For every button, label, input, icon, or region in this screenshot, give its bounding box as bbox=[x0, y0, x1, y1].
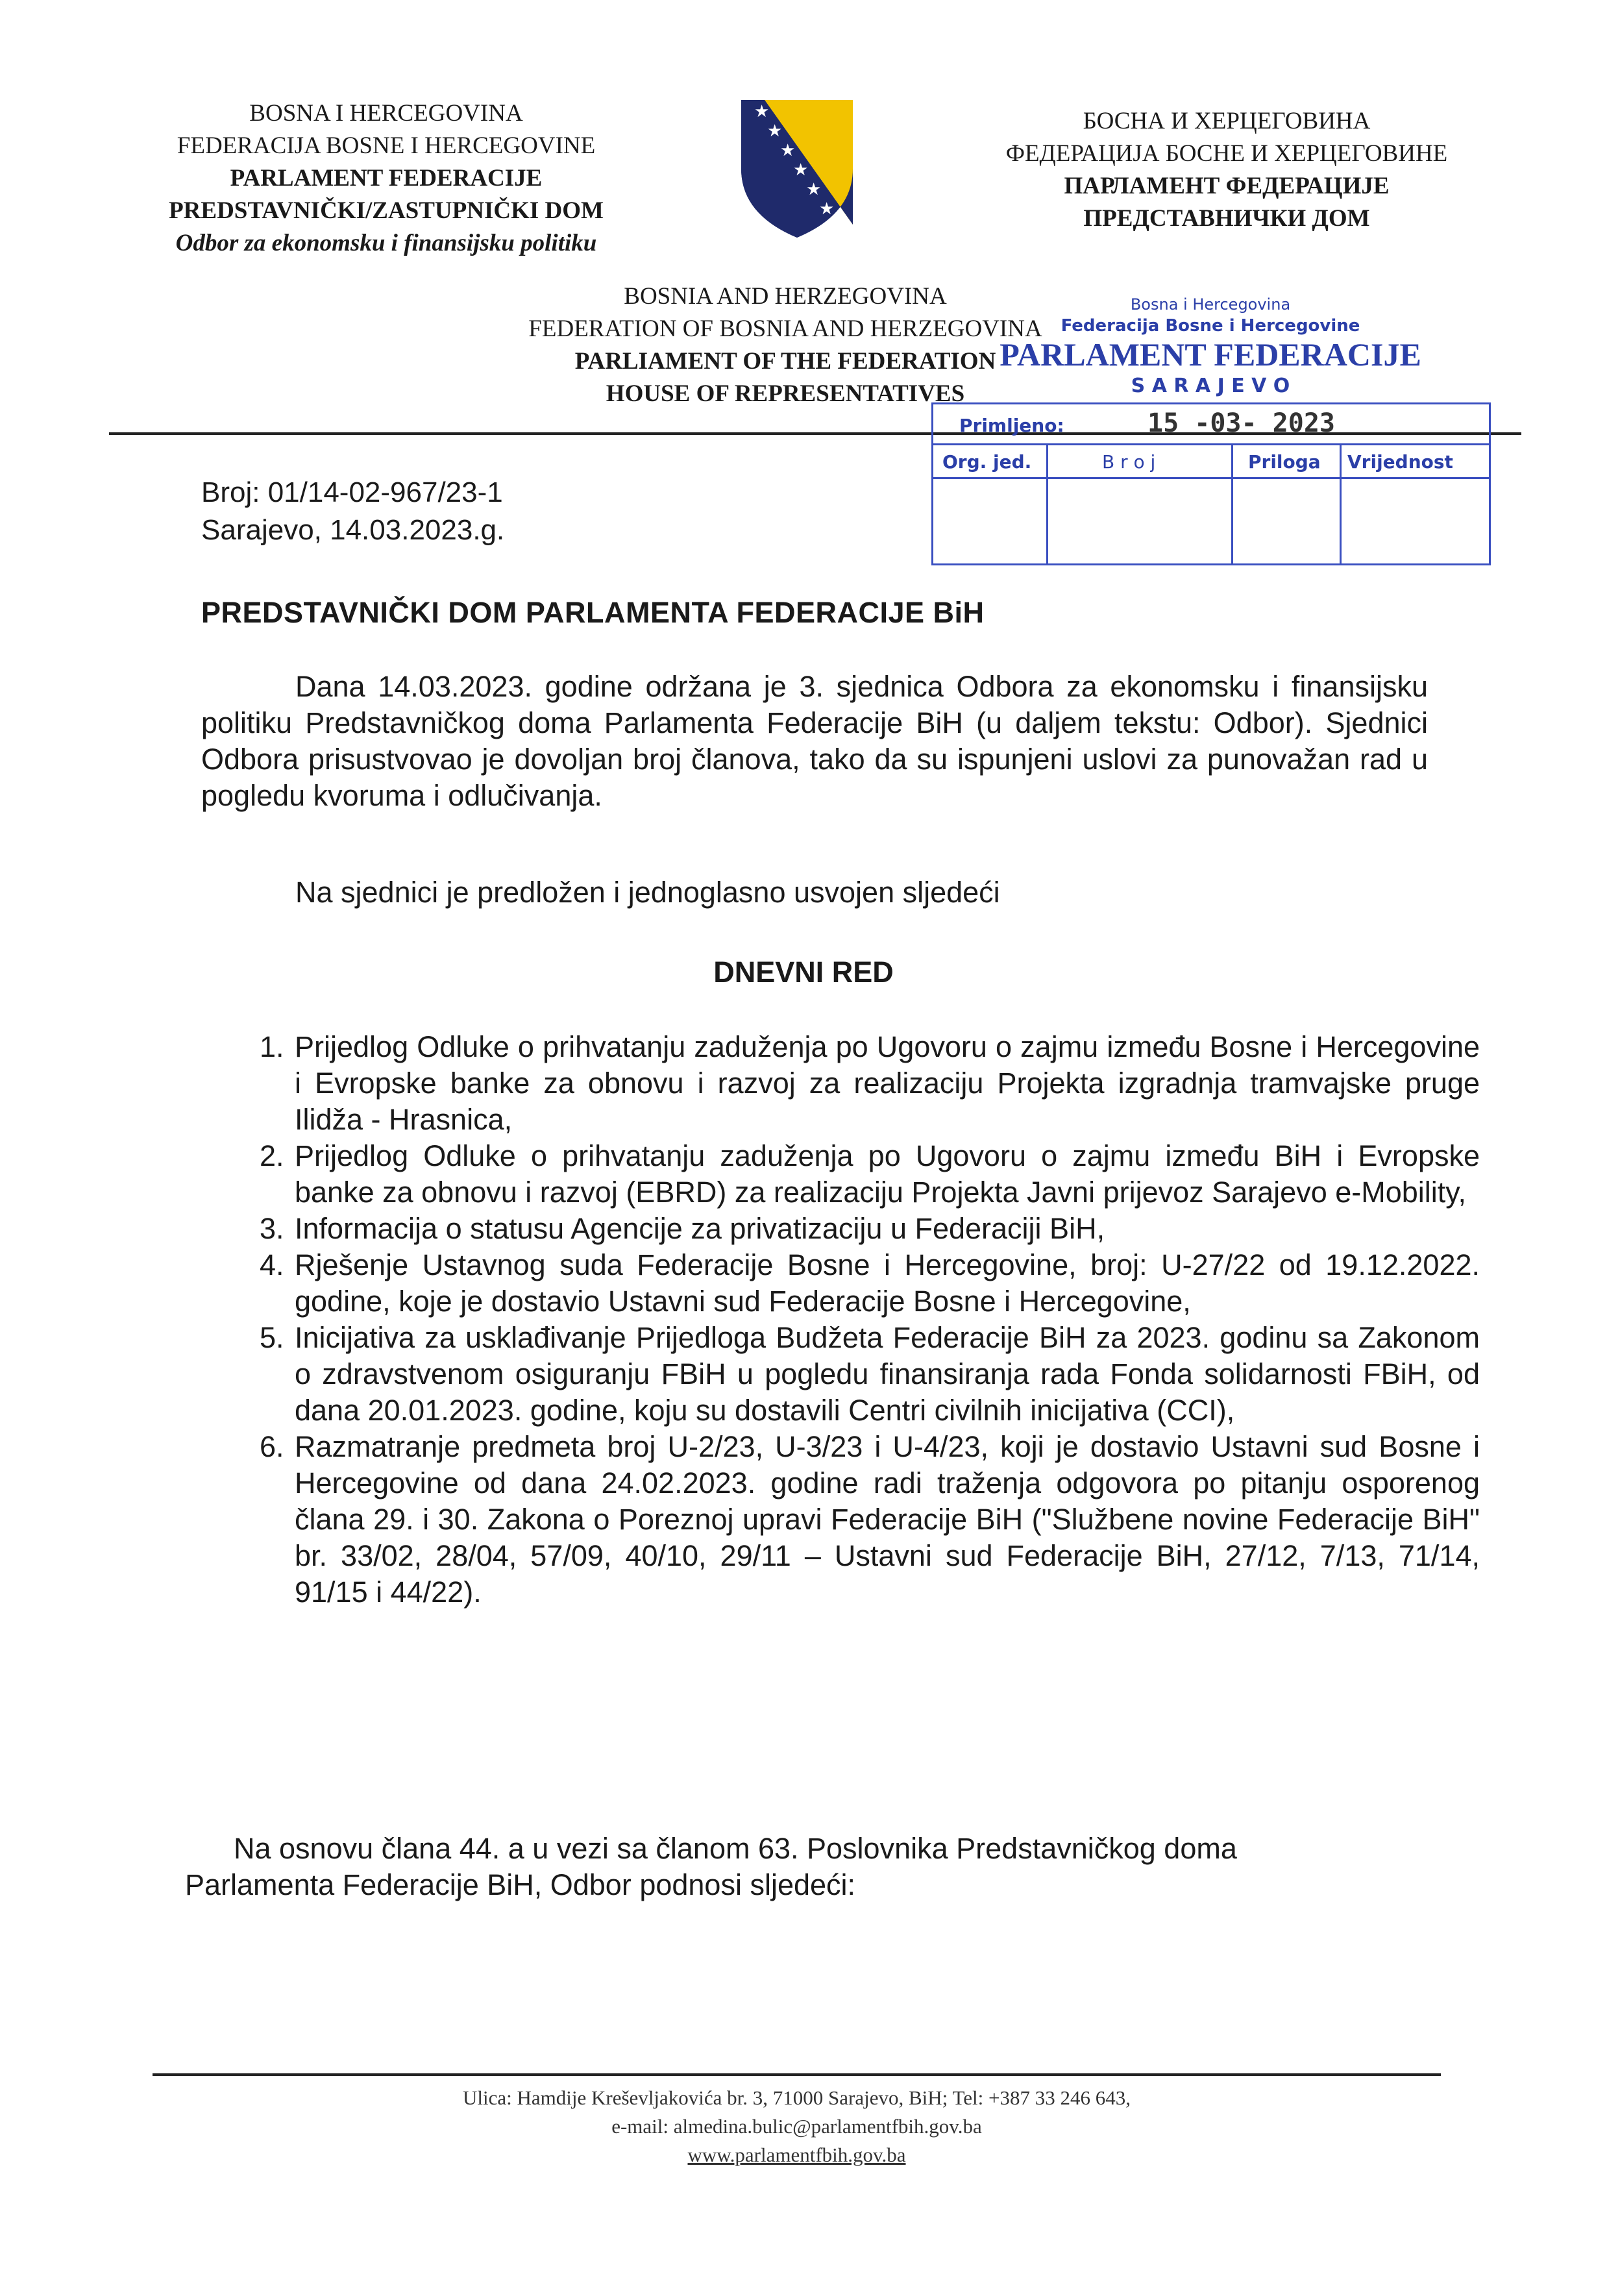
header-left-house: PREDSTAVNIČKI/ZASTUPNIČKI DOM bbox=[169, 197, 604, 224]
stamp-city: S A R A J E V O bbox=[1131, 375, 1290, 397]
addressee-title: PREDSTAVNIČKI DOM PARLAMENTA FEDERACIJE BiH bbox=[201, 596, 985, 629]
header-left-federation: FEDERACIJA BOSNE I HERCEGOVINE bbox=[177, 132, 596, 159]
agenda-item: 2. Prijedlog Odluke o prihvatanju zaduženja po Ugovoru o zajmu između BiH i Evropske banke za obnovu i razvoj (EBRD) za realizaciju Projekta Javni prijevoz Sarajevo e-Mobility, bbox=[292, 1138, 1480, 1211]
agenda-list bbox=[234, 1029, 1480, 1611]
stamp-col-vrijednost-label: Vrijednost bbox=[1347, 451, 1453, 473]
svg-text:★: ★ bbox=[806, 180, 822, 199]
footer bbox=[153, 2084, 1441, 2169]
header-right-parliament: ПАРЛАМЕНТ ФЕДЕРАЦИЈЕ bbox=[1064, 173, 1390, 199]
svg-text:★: ★ bbox=[767, 121, 783, 141]
header-right-federation: ФЕДЕРАЦИЈА БОСНЕ И ХЕРЦЕГОВИНЕ bbox=[1005, 140, 1448, 167]
closing-paragraph: Na osnovu člana 44. a u vezi sa članom 63. Poslovnika Predstavničkog doma Parlamenta Federacije BiH, Odbor podnosi sljedeći: bbox=[185, 1832, 1237, 1901]
header-center-parliament: PARLIAMENT OF THE FEDERATION bbox=[574, 348, 996, 375]
agenda-item: 5. Inicijativa za usklađivanje Prijedloga Budžeta Federacije BiH za 2023. godinu sa Zakonom o zdravstvenom osiguranju FBiH u pogledu finansiranja rada Fonda solidarnosti FBiH, od dana 20.01.2023. godine, koju su dostavili Centri civilnih inicijativa (CCI), bbox=[292, 1320, 1480, 1429]
header-center-country: BOSNIA AND HERZEGOVINA bbox=[624, 283, 947, 310]
stamp-col-org-label: Org. jed. bbox=[942, 451, 1032, 473]
stamp-parliament: PARLAMENT FEDERACIJE bbox=[1000, 336, 1421, 373]
header-left-parliament: PARLAMENT FEDERACIJE bbox=[230, 165, 543, 191]
header-center-federation: FEDERATION OF BOSNIA AND HERZEGOVINA bbox=[528, 315, 1042, 342]
stamp-col-broj-label: B r o j bbox=[1102, 451, 1156, 473]
intro-paragraph: Dana 14.03.2023. godine održana je 3. sjednica Odbora za ekonomsku i finansijsku politiku Predstavničkog doma Parlamenta Federacije BiH (u daljem tekstu: Odbor). Sjednici Odbora prisustvovao je dovoljan broj članova, tako da su ispunjeni uslovi za punovažan rad u pogledu kvoruma i odlučivanja. bbox=[201, 670, 1428, 812]
agenda-item: 6. Razmatranje predmeta broj U-2/23, U-3/23 i U-4/23, koji je dostavio Ustavni sud Bosne i Hercegovine od dana 24.02.2023. godine radi traženja odgovora po pitanju osporenog člana 29. i 30. Zakona o Poreznoj upravi Federacije BiH ("Službene novine Federacije BiH" br. 33/02, 28/04, 57/09, 40/10, 29/11 – Ustavni sud Federacije BiH, 27/12, 7/13, 71/14, 91/15 i 44/22). bbox=[292, 1429, 1480, 1611]
footer-address: Ulica: Hamdije Kreševljakovića br. 3, 71000 Sarajevo, BiH; Tel: +387 33 246 643, bbox=[463, 2086, 1131, 2109]
footer-website-link[interactable]: www.parlamentfbih.gov.ba bbox=[687, 2143, 906, 2166]
stamp-federation: Federacija Bosne i Hercegovine bbox=[1061, 316, 1360, 336]
document-place-date: Sarajevo, 14.03.2023.g. bbox=[201, 514, 505, 546]
header-left-committee: Odbor za ekonomsku i finansijsku politiku bbox=[175, 230, 597, 256]
svg-text:★: ★ bbox=[819, 199, 835, 219]
svg-text:★: ★ bbox=[780, 141, 796, 160]
header-right bbox=[961, 105, 1493, 235]
document-meta bbox=[201, 474, 504, 549]
header-left-country: BOSNA I HERCEGOVINA bbox=[249, 100, 523, 127]
agenda-item: 1. Prijedlog Odluke o prihvatanju zaduženja po Ugovoru o zajmu između Bosne i Hercegovine i Evropske banke za obnovu i razvoj za realizaciju Projekta izgradnja tramvajske pruge Ilidža - Hrasnica, bbox=[292, 1029, 1480, 1138]
svg-text:★: ★ bbox=[793, 160, 809, 180]
stamp-grid bbox=[931, 402, 1491, 565]
stamp-received-label: Primljeno: bbox=[959, 415, 1064, 436]
document-number: Broj: 01/14-02-967/23-1 bbox=[201, 476, 503, 508]
svg-text:★: ★ bbox=[754, 102, 770, 121]
coat-of-arms-icon bbox=[739, 97, 855, 240]
agenda-title: DNEVNI RED bbox=[713, 956, 894, 989]
header-center-house: HOUSE OF REPRESENTATIVES bbox=[606, 380, 965, 407]
header-left bbox=[123, 97, 649, 260]
agenda-item: 4. Rješenje Ustavnog suda Federacije Bosne i Hercegovine, broj: U-27/22 od 19.12.2022. godine, koje je dostavio Ustavni sud Federacije Bosne i Hercegovine, bbox=[292, 1247, 1480, 1320]
footer-divider bbox=[153, 2073, 1441, 2076]
stamp-received-date: 15 -03- 2023 bbox=[1147, 408, 1335, 438]
stamp-country: Bosna i Hercegovina bbox=[1130, 295, 1291, 314]
stamp-col-priloga-label: Priloga bbox=[1248, 451, 1321, 473]
header-right-country: БОСНА И ХЕРЦЕГОВИНА bbox=[1083, 108, 1371, 134]
header-right-house: ПРЕДСТАВНИЧКИ ДОМ bbox=[1083, 205, 1370, 232]
footer-email[interactable]: e-mail: almedina.bulic@parlamentfbih.gov.ba bbox=[611, 2115, 982, 2138]
adopted-sentence: Na sjednici je predložen i jednoglasno usvojen sljedeći bbox=[295, 876, 1000, 909]
agenda-item: 3. Informacija o statusu Agencije za privatizaciju u Federaciji BiH, bbox=[292, 1211, 1480, 1247]
reception-stamp bbox=[931, 295, 1490, 568]
